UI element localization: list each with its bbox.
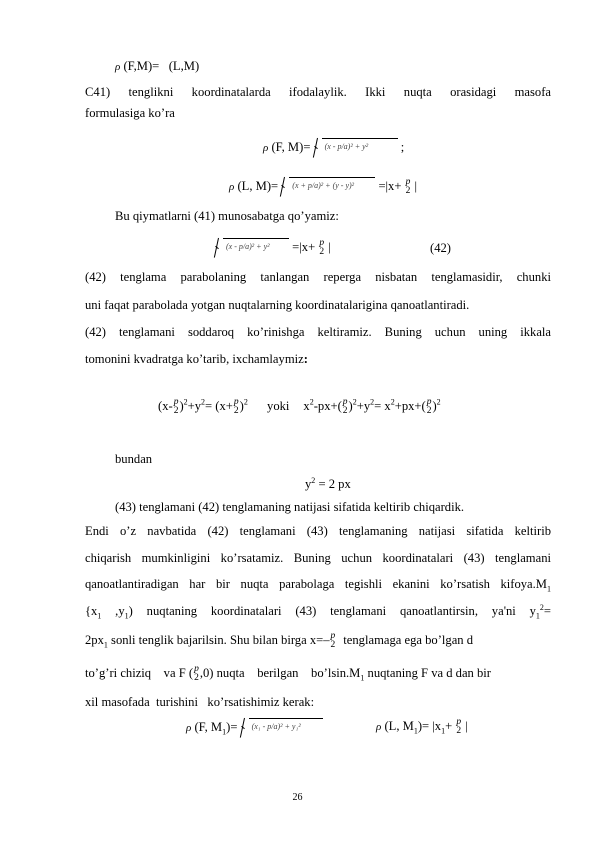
- t: x: [303, 398, 310, 413]
- rho-symbol: ρ: [229, 180, 235, 193]
- fraction-p-over-2: [174, 398, 179, 416]
- t: +px+(: [394, 398, 426, 413]
- sqrt-radical: (x + p/a)² + (y - y)²: [289, 177, 375, 197]
- paragraph-line: [85, 665, 491, 683]
- t: ,0) nuqta berilgan bo’lsin.M: [199, 665, 361, 680]
- paragraph-line: (42) tenglamani soddaroq ko’rinishga keltiramiz. Buning uchun uning ikkala: [85, 325, 551, 339]
- exp: 2: [201, 397, 206, 407]
- exp: 2: [390, 397, 395, 407]
- formula-text: |: [414, 178, 418, 193]
- subscript: 1: [547, 584, 551, 594]
- t: ): [432, 398, 437, 413]
- t: y: [305, 477, 312, 491]
- formula-text: |: [328, 239, 331, 254]
- numerator: p: [173, 397, 179, 407]
- formula-text: (F, M)=: [271, 139, 311, 154]
- t: ): [239, 398, 244, 413]
- rho-symbol: ρ: [376, 720, 382, 733]
- fraction-p-over-2: [194, 665, 199, 683]
- numerator: p: [194, 664, 199, 674]
- paragraph-line: (43) tenglamani (42) tenglamaning natijasi sifatida keltirib chiqardik.: [115, 500, 465, 514]
- rho-symbol: ρ: [263, 141, 269, 154]
- subscript: 1: [535, 611, 540, 621]
- t: to’g’ri chiziq va F (: [85, 665, 194, 680]
- page-number: 26: [292, 792, 303, 803]
- denominator: 2: [319, 247, 325, 257]
- paragraph-line: C41) tenglikni koordinatalarda ifodalaylik. Ikki nuqta orasidagi masofa: [85, 85, 551, 99]
- fraction-p-over-2: [331, 632, 336, 650]
- fraction-p-over-2: [234, 398, 239, 416]
- exp: 2: [311, 475, 316, 485]
- subscript: 1: [441, 726, 446, 736]
- t: = (x+: [205, 398, 233, 413]
- denominator: 2: [233, 406, 239, 416]
- denominator: 2: [456, 726, 462, 736]
- sqrt-radical: (x₁ - p/a)² + y₁²: [249, 718, 323, 738]
- subscript: 1: [413, 726, 418, 736]
- t: +y: [187, 398, 202, 413]
- numerator: p: [456, 717, 462, 727]
- paragraph-line: [85, 352, 308, 366]
- numerator: p: [405, 177, 411, 187]
- fraction-p-over-2: [456, 718, 461, 736]
- t: +y: [356, 398, 371, 413]
- sqrt-radical: (x - p/a)² + y²: [322, 138, 398, 158]
- numerator: p: [330, 631, 336, 641]
- t: sonli tenglik bajarilsin. Shu bilan birga x=–: [107, 632, 330, 647]
- numerator: p: [233, 397, 239, 407]
- formula-distance-fm1: [186, 718, 323, 738]
- paragraph-line: bundan: [115, 452, 153, 466]
- t: qanoatlantiradigan har bir nuqta parabolaga tegishli ekanini ko’rsatish kifoya.M: [85, 577, 547, 591]
- formula-distance-lm: [229, 177, 417, 197]
- t: ) nuqtaning koordinatalari (43) tenglamani qanoatlantirsin, ya'ni y: [128, 604, 536, 618]
- paragraph-line: (42) tenglama parabolaning tanlangan reperga nisbatan tenglamasidir, chunki: [85, 270, 551, 284]
- subscript: 1: [103, 640, 108, 650]
- equation-42: [215, 238, 331, 258]
- t: tenglamaga ega bo’lgan d: [343, 632, 474, 647]
- formula-text: (F,M)= (L,M): [123, 59, 200, 73]
- fraction-p-over-2: [406, 178, 411, 196]
- t: +: [445, 718, 453, 733]
- t: )=: [226, 719, 238, 734]
- t: {x: [85, 604, 98, 618]
- subscript: 1: [124, 611, 129, 621]
- formula-distance-lm1: [376, 718, 468, 736]
- denominator: 2: [330, 640, 336, 650]
- exp: 2: [183, 397, 188, 407]
- paragraph-line: Bu qiymatlarni (41) munosabatga qo’yamiz:: [115, 209, 339, 223]
- exp: 2: [436, 397, 441, 407]
- formula-text: (L, M)=: [237, 178, 279, 193]
- subscript: 1: [222, 727, 227, 737]
- formula-distance-fm: [263, 138, 404, 158]
- numerator: p: [342, 397, 348, 407]
- exp: 2: [539, 602, 544, 612]
- exp: 2: [352, 397, 357, 407]
- paragraph-line: uni faqat parabolada yotgan nuqtalarning koordinatalarigina qanoatlantiradi.: [85, 298, 470, 312]
- paragraph-line: [85, 602, 552, 621]
- t: |: [465, 718, 468, 733]
- sqrt-radical: (x - p/a)² + y²: [223, 238, 289, 258]
- t: ): [179, 398, 184, 413]
- paragraph-line: formulasiga ko’ra: [85, 106, 175, 120]
- paragraph-line: chiqarish mumkinligini ko’rsatamiz. Buning uchun koordinatalari (43) tenglamani: [85, 551, 551, 565]
- rho-symbol: ρ: [115, 61, 121, 73]
- t: = x: [374, 398, 391, 413]
- equation-squared: [158, 398, 441, 416]
- numerator: p: [426, 397, 432, 407]
- t: (x-: [158, 398, 173, 413]
- t: yoki: [267, 398, 290, 413]
- formula-rho-equality: [115, 59, 199, 74]
- t: ,y: [101, 604, 125, 618]
- t: 2px: [85, 632, 104, 647]
- paragraph-line: [85, 577, 551, 594]
- fraction-p-over-2: [427, 398, 432, 416]
- subscript: 1: [360, 673, 365, 683]
- denominator: 2: [426, 406, 432, 416]
- text: tomonini kvadratga ko’tarib, ixchamlaymiz: [85, 352, 304, 366]
- paragraph-line: xil masofada turishini ko’rsatishimiz kerak:: [85, 695, 315, 709]
- formula-semicolon: ;: [400, 139, 405, 154]
- t: = 2 px: [315, 477, 351, 491]
- rho-symbol: ρ: [186, 721, 192, 734]
- t: nuqtaning F va d dan bir: [364, 665, 491, 680]
- denominator: 2: [173, 406, 179, 416]
- equation-43: [305, 477, 351, 491]
- equation-number: (42): [430, 241, 451, 255]
- exp: 2: [370, 397, 375, 407]
- paragraph-line: Endi o’z navbatida (42) tenglamani (43) tenglamaning natijasi sifatida keltirib: [85, 524, 551, 538]
- fraction-p-over-2: [343, 398, 348, 416]
- numerator: p: [319, 238, 325, 248]
- exp: 2: [243, 397, 248, 407]
- t: -px+(: [313, 398, 342, 413]
- paragraph-line: [85, 632, 551, 650]
- fraction-p-over-2: [319, 239, 324, 257]
- denominator: 2: [194, 673, 199, 683]
- t: =: [543, 604, 552, 618]
- denominator: 2: [342, 406, 348, 416]
- t: (L, M: [384, 718, 414, 733]
- colon: :: [303, 352, 308, 366]
- subscript: 1: [97, 611, 102, 621]
- formula-text: =|x+: [292, 239, 316, 254]
- t: )= |x: [417, 718, 442, 733]
- t: (F, M: [194, 719, 223, 734]
- denominator: 2: [405, 186, 411, 196]
- t: ): [348, 398, 353, 413]
- formula-text: =|x+: [378, 178, 402, 193]
- exp: 2: [309, 397, 314, 407]
